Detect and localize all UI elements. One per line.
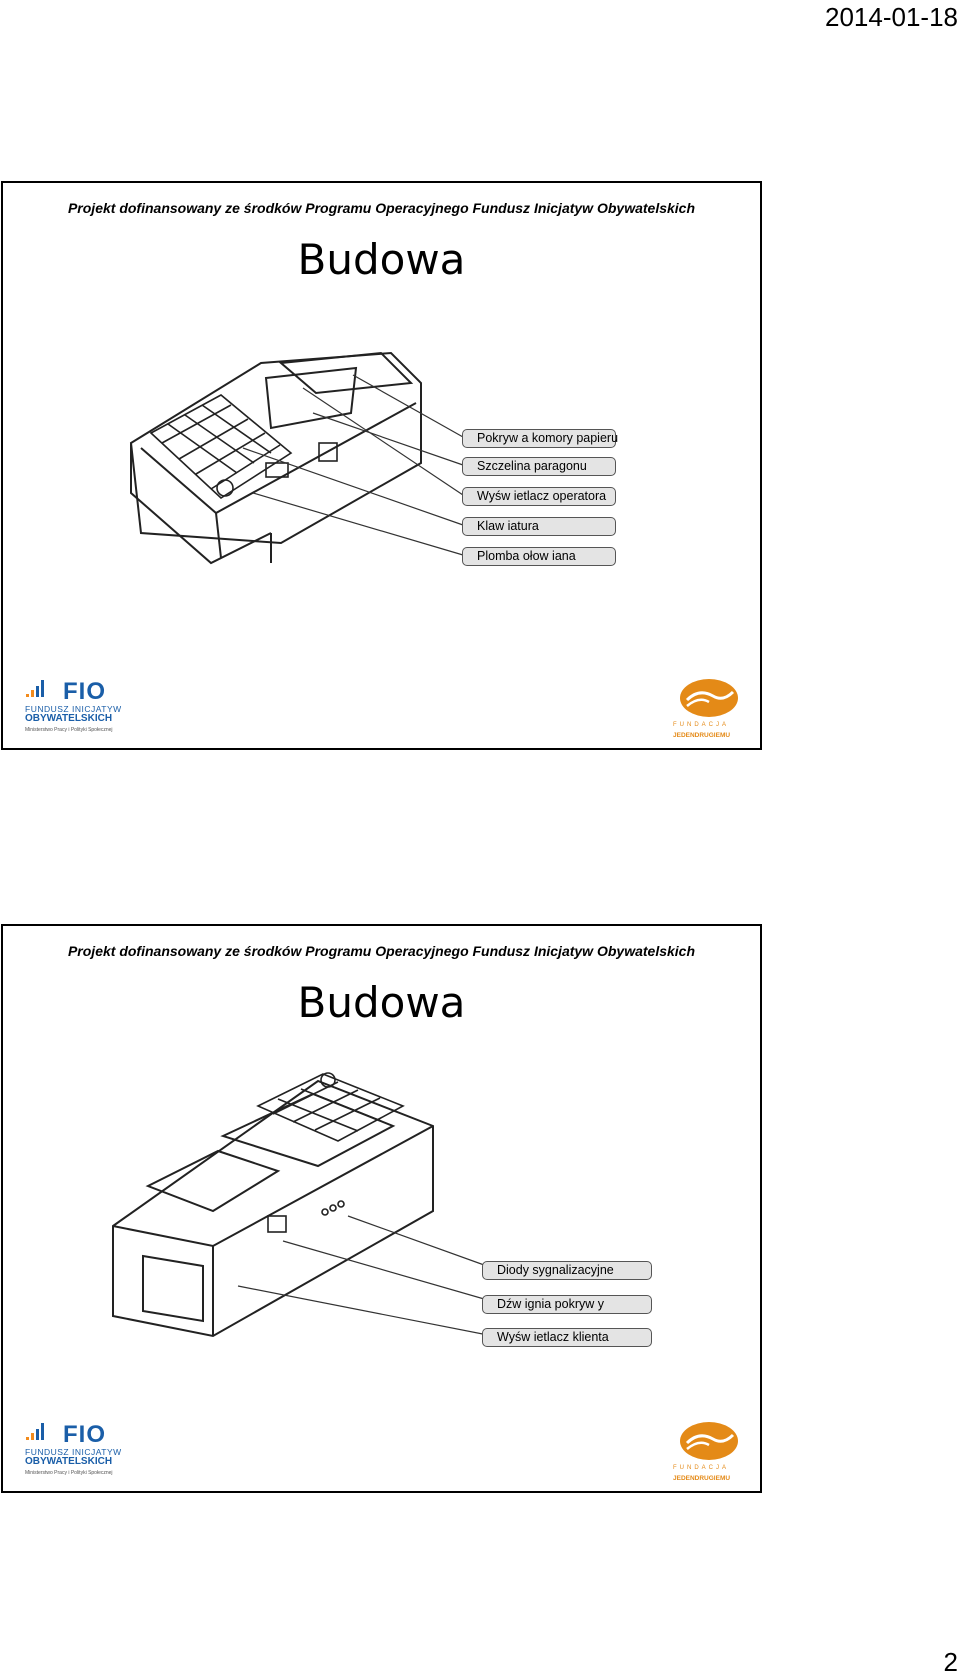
fio-mark: FIO bbox=[63, 1421, 106, 1448]
fio-line3: Ministerstwo Pracy i Polityki Społecznej bbox=[25, 1470, 113, 1476]
fio-logo bbox=[25, 678, 125, 738]
foundation-line1: FUNDACJA bbox=[673, 1465, 730, 1471]
foundation-line1: FUNDACJA bbox=[673, 722, 730, 728]
label-signal-diodes: Diody sygnalizacyjne bbox=[482, 1261, 652, 1280]
cash-register-drawing bbox=[121, 333, 461, 583]
slide-header: Projekt dofinansowany ze środków Programu Operacyjnego Fundusz Inicjatyw Obywatelskich bbox=[67, 200, 696, 216]
fio-logo bbox=[25, 1421, 125, 1481]
hands-icon bbox=[679, 678, 739, 718]
foundation-logo bbox=[673, 1421, 753, 1486]
fio-dots-icon bbox=[25, 678, 47, 698]
label-lead-seal: Plomba ołow iana bbox=[462, 547, 616, 566]
slide-2 bbox=[1, 924, 762, 1493]
foundation-line2: JEDENDRUGIEMU bbox=[673, 732, 731, 739]
print-date: 2014-01-18 bbox=[825, 2, 958, 32]
slide-1 bbox=[1, 181, 762, 750]
fio-line2: OBYWATELSKICH bbox=[25, 1456, 113, 1467]
cash-register-top-illustration bbox=[121, 333, 461, 583]
page-number: 2 bbox=[943, 1647, 958, 1677]
fio-line3: Ministerstwo Pracy i Polityki Społecznej bbox=[25, 727, 113, 733]
fio-mark: FIO bbox=[63, 678, 106, 705]
cash-register-front-illustration bbox=[103, 1066, 473, 1346]
slide-title: Budowa bbox=[297, 235, 466, 284]
fio-dots-icon bbox=[25, 1421, 47, 1441]
fio-line1: FUNDUSZ INICJATYW bbox=[25, 704, 122, 714]
label-operator-display: Wyśw ietlacz operatora bbox=[462, 487, 616, 506]
slide-header: Projekt dofinansowany ze środków Programu Operacyjnego Fundusz Inicjatyw Obywatelskich bbox=[67, 943, 696, 959]
label-keyboard: Klaw iatura bbox=[462, 517, 616, 536]
slide-title: Budowa bbox=[297, 978, 466, 1027]
foundation-logo bbox=[673, 678, 753, 743]
hands-icon bbox=[679, 1421, 739, 1461]
foundation-line2: JEDENDRUGIEMU bbox=[673, 1475, 731, 1482]
cash-register-drawing bbox=[103, 1066, 473, 1346]
label-customer-display: Wyśw ietlacz klienta bbox=[482, 1328, 652, 1347]
label-cover-lever: Dźw ignia pokryw y bbox=[482, 1295, 652, 1314]
fio-line1: FUNDUSZ INICJATYW bbox=[25, 1447, 122, 1457]
label-receipt-slot: Szczelina paragonu bbox=[462, 457, 616, 476]
fio-line2: OBYWATELSKICH bbox=[25, 713, 113, 724]
label-paper-cover: Pokryw a komory papieru bbox=[462, 429, 616, 448]
